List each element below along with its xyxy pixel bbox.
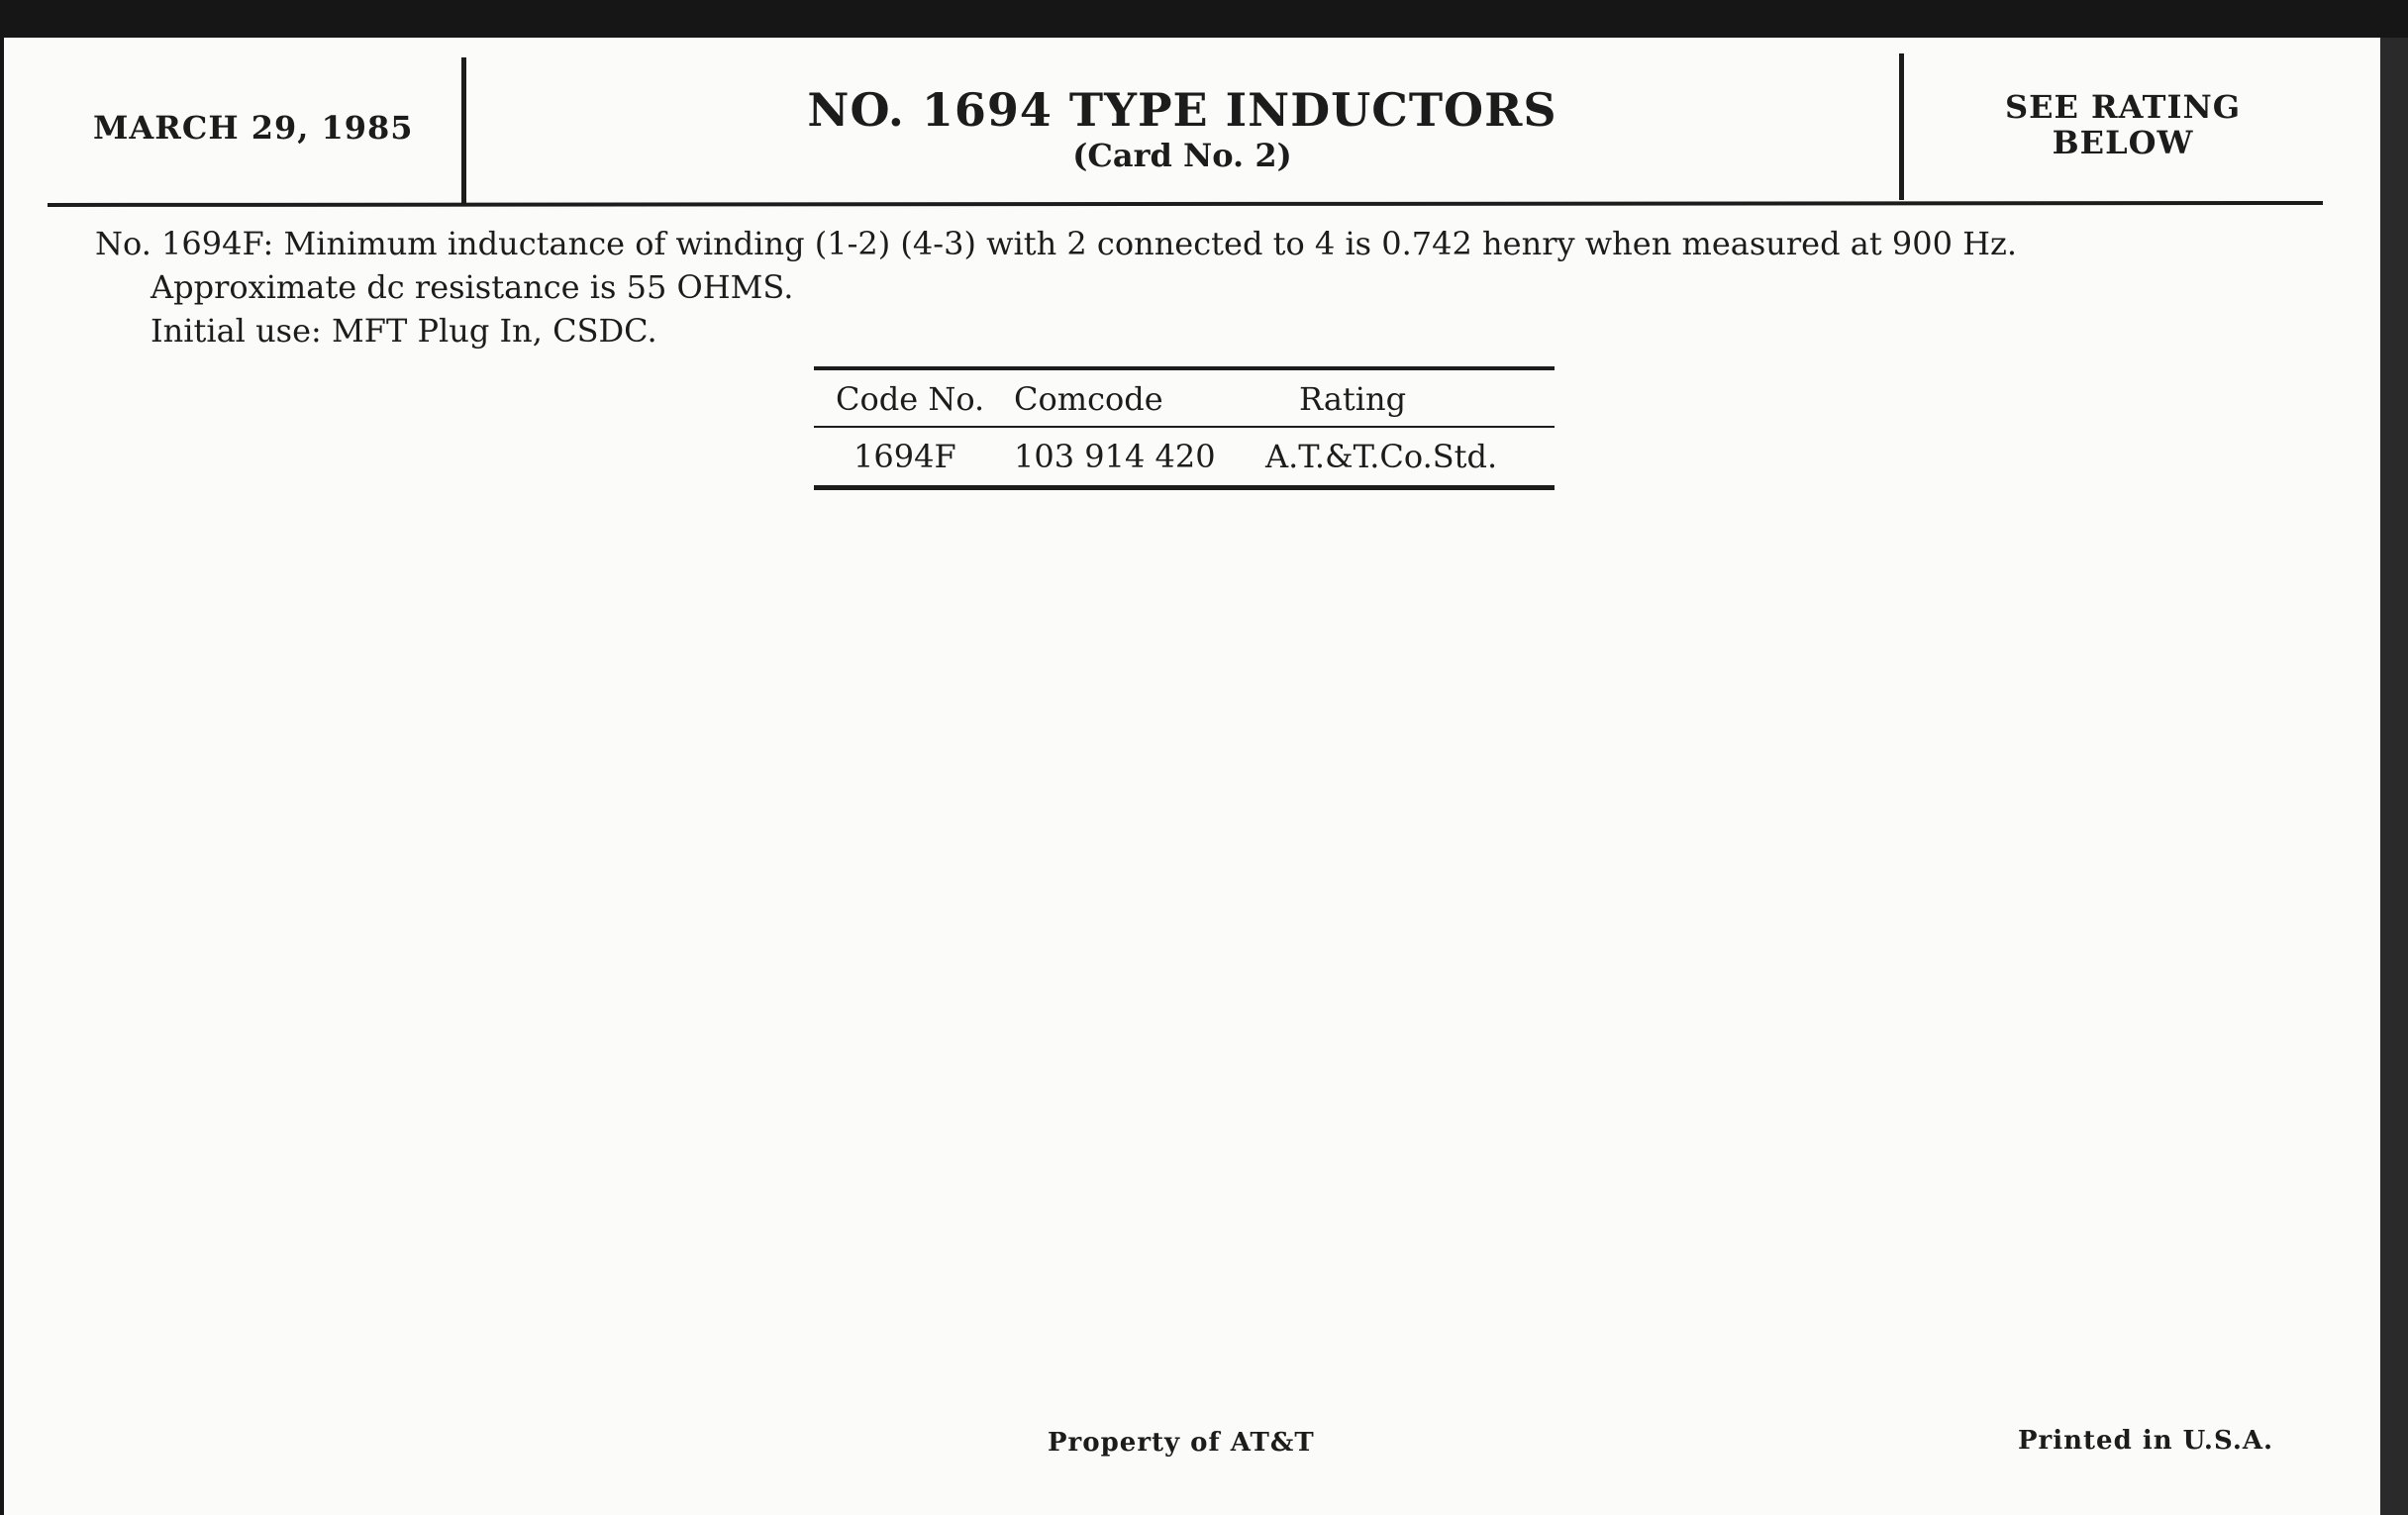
rating-note: [1915, 89, 2331, 160]
header-divider-left: [461, 57, 466, 206]
issue-date: MARCH 29, 1985: [93, 109, 414, 147]
property-notice: Property of AT&T: [1048, 1428, 1315, 1458]
header-rule: [48, 201, 2323, 207]
table-rule-bottom: [814, 485, 1555, 490]
column-header-code: Code No.: [836, 380, 985, 418]
header-divider-right: [1899, 53, 1904, 200]
card-number: (Card No. 2): [1072, 137, 1292, 174]
printed-notice: Printed in U.S.A.: [2018, 1426, 2274, 1456]
column-header-comcode: Comcode: [1014, 380, 1163, 418]
page-title: NO. 1694 TYPE INDUCTORS: [807, 83, 1557, 137]
cell-code: 1694F: [853, 438, 956, 475]
description-line3: Initial use: MFT Plug In, CSDC.: [150, 312, 657, 350]
rating-note-line2: BELOW: [2052, 124, 2194, 161]
rating-note-line1: SEE RATING: [2004, 88, 2242, 126]
cell-rating: A.T.&T.Co.Std.: [1265, 438, 1498, 475]
description-line1: No. 1694F: Minimum inductance of winding (1-2) (4-3) with 2 connected to 4 is 0.742 henry when measured at 900 Hz.: [95, 225, 2018, 262]
scan-edge: [2380, 38, 2408, 1515]
description: [95, 222, 2017, 353]
table-row: [814, 428, 1555, 481]
rating-table: [814, 366, 1555, 490]
description-line2: Approximate dc resistance is 55 OHMS.: [150, 268, 794, 306]
reference-card: [4, 38, 2380, 1515]
cell-comcode: 103 914 420: [1014, 438, 1216, 475]
table-header-row: [814, 370, 1555, 424]
column-header-rating: Rating: [1299, 380, 1407, 418]
